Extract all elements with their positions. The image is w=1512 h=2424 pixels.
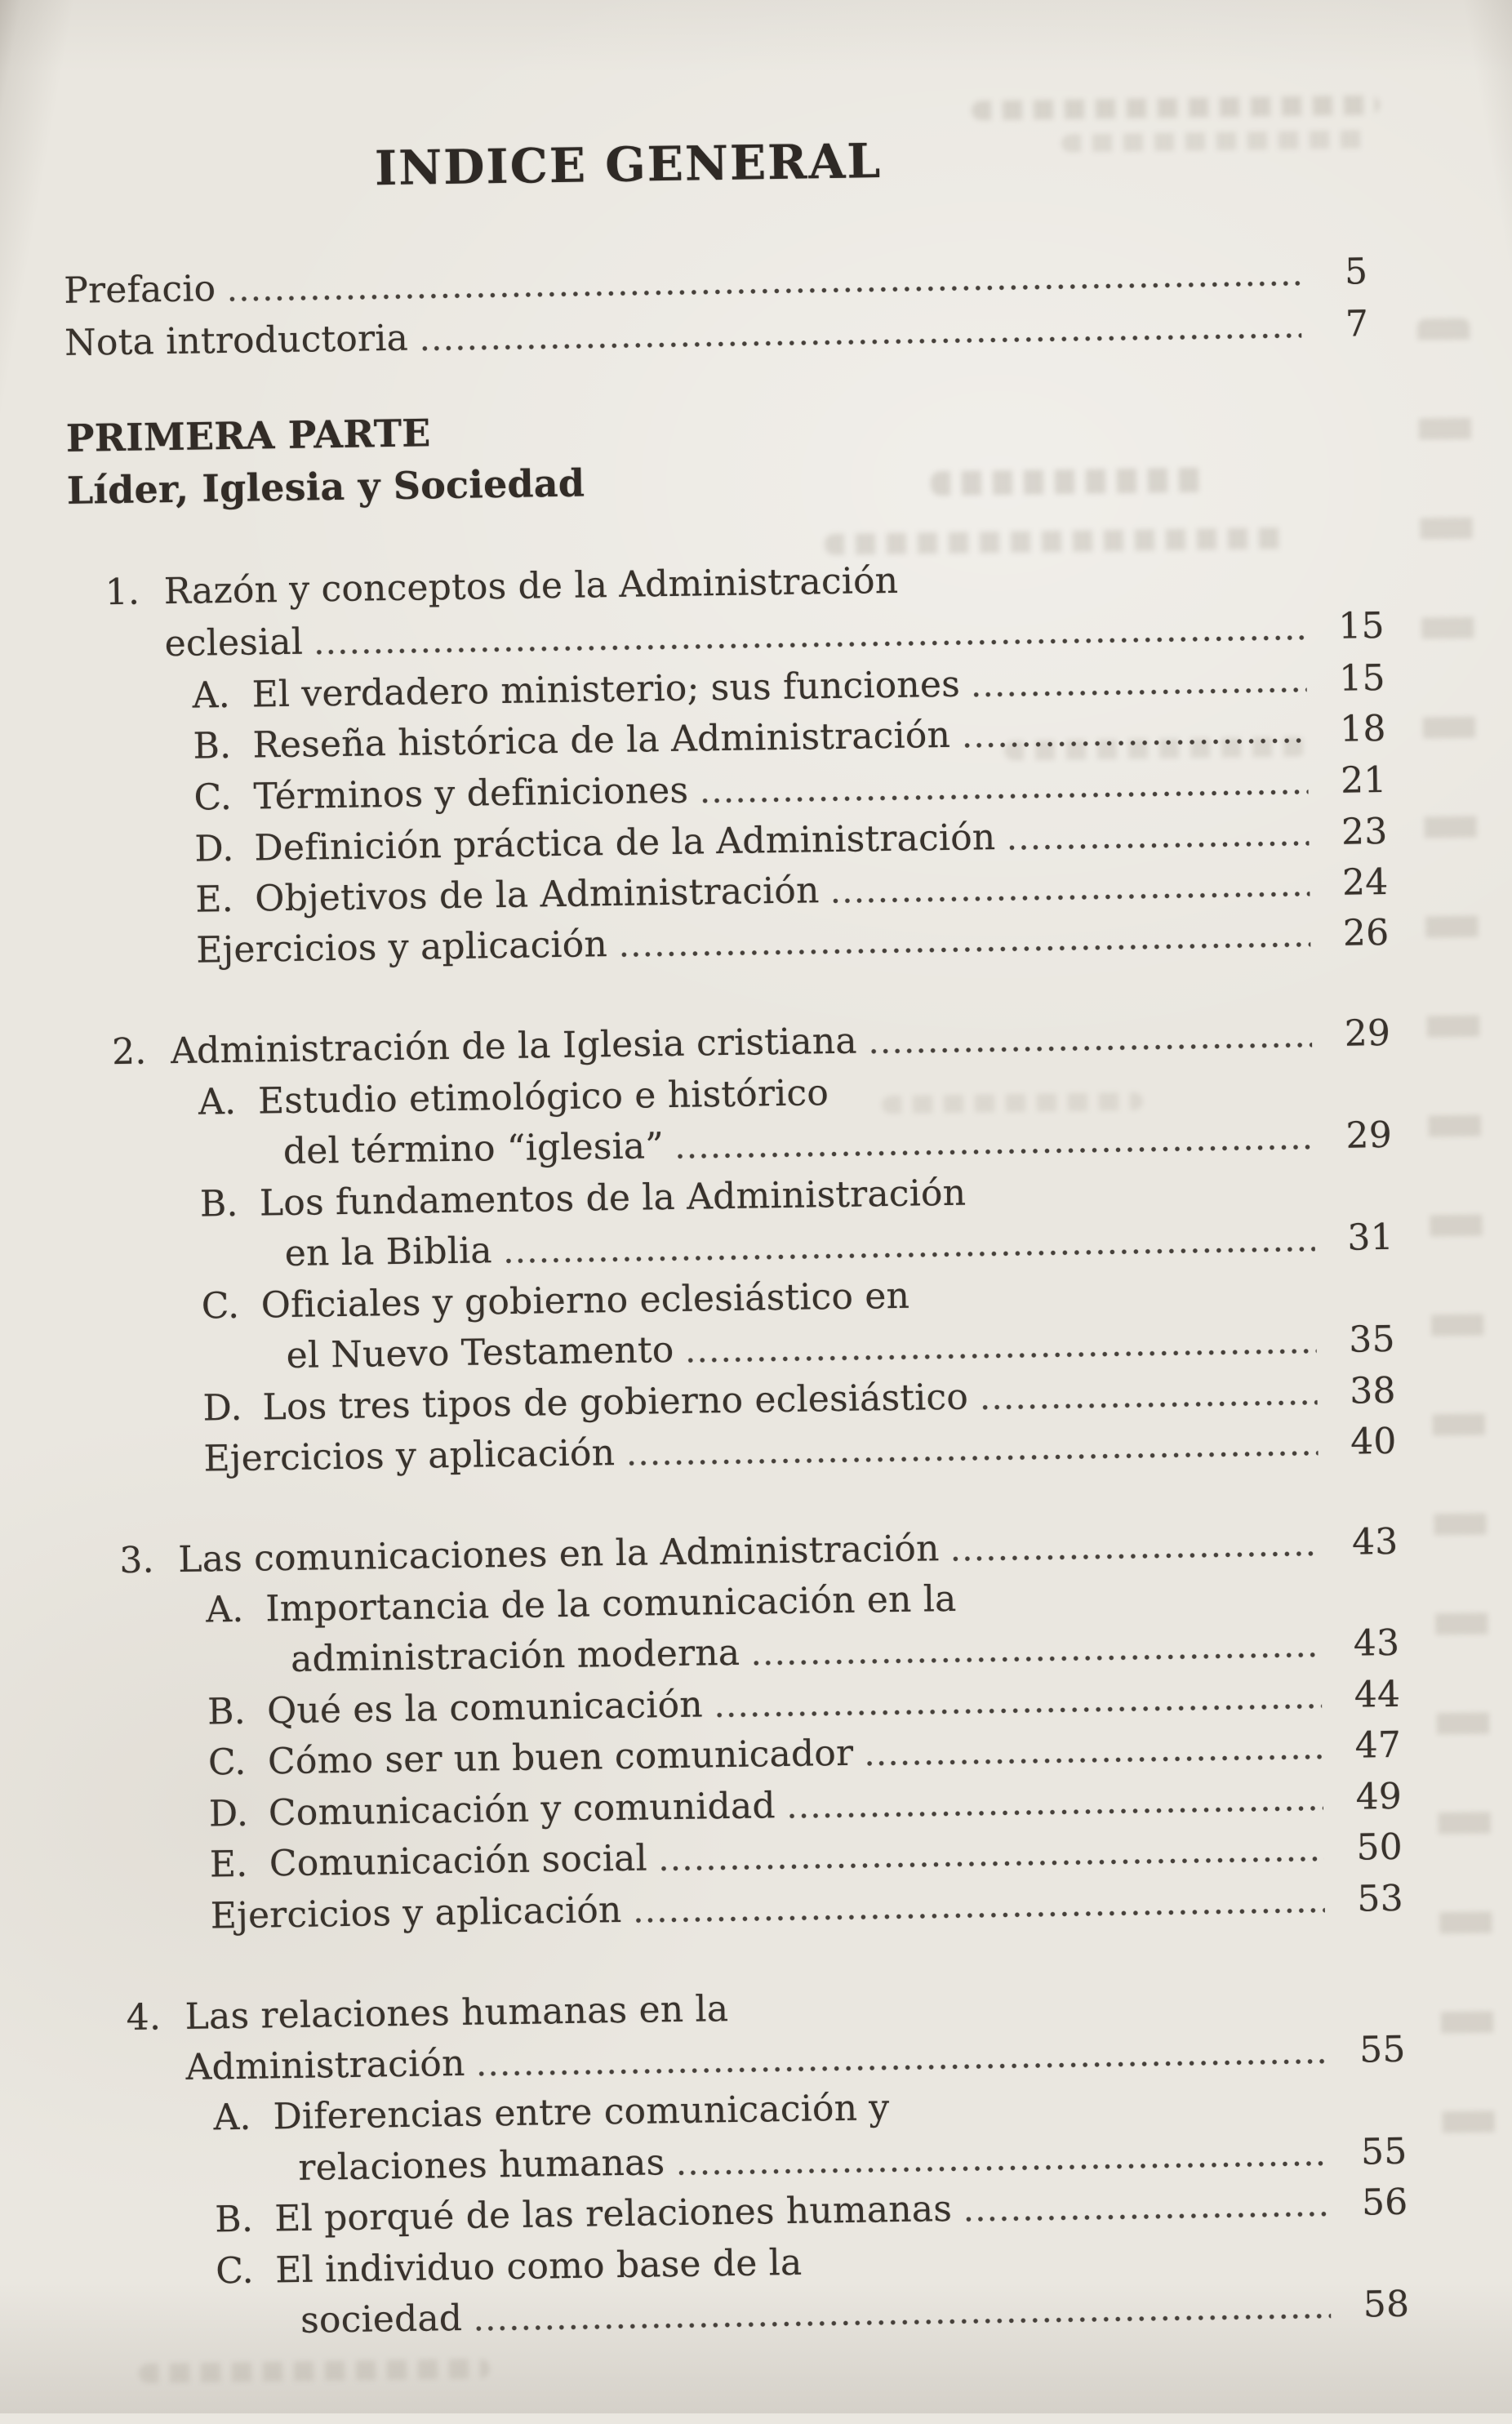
chapter-title-continuation: Administración 55	[185, 2028, 1417, 2090]
entry-page-number: 15	[1337, 604, 1385, 647]
section-letter: A.	[198, 1080, 237, 1123]
entry-page-number: 58	[1363, 2283, 1410, 2326]
section-letter: C.	[207, 1741, 247, 1784]
section-label: en la Biblia	[284, 1230, 493, 1275]
entry-page-number: 50	[1356, 1826, 1403, 1869]
entry-label: Ejercicios y aplicación	[210, 1888, 622, 1937]
entry-page-number: 24	[1341, 861, 1389, 904]
chapter-number: 3.	[118, 1539, 155, 1582]
section-entry	[209, 1826, 1414, 1888]
dot-leader	[973, 686, 1307, 698]
entry-page-number: 49	[1355, 1775, 1403, 1818]
dot-leader	[620, 941, 1310, 958]
exercises-entry	[196, 911, 1401, 973]
exercises-entry	[203, 1420, 1408, 1482]
section-letter: B.	[207, 1690, 247, 1733]
page-title: INDICE GENERAL	[374, 133, 883, 197]
section-entry-continuation	[298, 2130, 1419, 2190]
section-entry-continuation	[284, 1216, 1405, 1276]
section-letter: B.	[193, 724, 232, 767]
section-entry	[198, 1071, 829, 1124]
chapter-title: 1. Razón y conceptos de la Administración	[105, 559, 899, 614]
section-label: Cómo ser un buen comunicador	[267, 1732, 854, 1783]
section-label: Reseña histórica de la Administración	[252, 714, 951, 767]
dot-leader	[660, 1855, 1324, 1872]
entry-page-number: 35	[1348, 1318, 1396, 1361]
section-label: Términos y definiciones	[253, 769, 689, 818]
entry-page-number: 15	[1338, 656, 1386, 700]
section-entry-continuation	[283, 1114, 1404, 1174]
section-letter: C.	[215, 2249, 255, 2293]
section-entry	[213, 2086, 890, 2140]
chapter-title-continuation: eclesial 15	[164, 604, 1396, 666]
dot-leader	[866, 1753, 1323, 1767]
section-entry	[216, 2241, 803, 2294]
dot-leader	[687, 1347, 1317, 1363]
dot-leader	[1008, 839, 1309, 851]
section-label: Importancia de la comunicación en la	[265, 1577, 957, 1630]
part-heading: PRIMERA PARTE	[65, 411, 431, 460]
entry-label: Ejercicios y aplicación	[203, 1432, 616, 1480]
entry-page-number: 5	[1344, 251, 1368, 293]
section-letter: A.	[213, 2096, 252, 2139]
dot-leader	[981, 1399, 1318, 1411]
entry-page-number: 56	[1361, 2181, 1408, 2224]
dot-leader	[478, 2057, 1327, 2077]
dot-leader	[789, 1804, 1323, 1820]
entry-page-number: 53	[1357, 1877, 1404, 1920]
section-label: El porqué de las relaciones humanas	[273, 2188, 953, 2240]
entry-label: Ejercicios y aplicación	[195, 923, 608, 972]
section-entry-continuation	[291, 1621, 1412, 1682]
dot-leader	[753, 1651, 1321, 1666]
section-label: Qué es la comunicación	[266, 1683, 704, 1732]
section-label: Comunicación y comunidad	[268, 1785, 776, 1835]
dot-leader	[475, 2312, 1331, 2333]
section-letter: D.	[202, 1386, 243, 1430]
section-letter: E.	[194, 878, 234, 921]
dot-leader	[316, 634, 1306, 656]
section-letter: E.	[209, 1843, 248, 1886]
entry-page-number: 55	[1359, 2028, 1406, 2071]
section-label: del término “iglesia”	[282, 1125, 665, 1173]
dot-leader	[716, 1702, 1322, 1719]
entry-page-number: 55	[1360, 2130, 1407, 2173]
part-subheading: Líder, Iglesia y Sociedad	[66, 460, 585, 513]
entry-page-number: 29	[1344, 1012, 1391, 1055]
chapter-title: 4. Las relaciones humanas en la	[126, 1988, 729, 2039]
section-label: Estudio etimológico e histórico	[257, 1072, 829, 1123]
dot-leader	[701, 788, 1308, 804]
dot-leader	[678, 2159, 1328, 2177]
section-letter: B.	[214, 2198, 254, 2241]
section-entry	[199, 1172, 966, 1227]
dot-leader	[421, 331, 1301, 352]
section-label: Objetivos de la Administración	[254, 870, 820, 920]
dot-leader	[965, 2210, 1329, 2223]
section-label: administración moderna	[290, 1631, 740, 1680]
section-label: sociedad	[300, 2297, 463, 2342]
front-matter-entry	[64, 250, 1391, 314]
entry-page-number: 26	[1342, 911, 1390, 954]
section-label: Comunicación social	[269, 1837, 648, 1885]
entry-page-number: 44	[1354, 1673, 1401, 1716]
section-label: El individuo como base de la	[274, 2241, 803, 2292]
entry-page-number: 7	[1345, 303, 1369, 345]
entry-page-number: 43	[1353, 1621, 1400, 1665]
section-letter: D.	[194, 827, 234, 870]
dot-leader	[635, 1906, 1325, 1924]
chapter-number: 4.	[126, 1996, 162, 2039]
exercises-entry	[210, 1877, 1415, 1939]
section-label: relaciones humanas	[298, 2142, 665, 2189]
entry-page-number: 40	[1350, 1420, 1397, 1463]
entry-page-number: 23	[1341, 810, 1388, 853]
section-entry-continuation	[300, 2283, 1421, 2343]
section-label: Los fundamentos de la Administración	[259, 1172, 967, 1225]
entry-page-number: 31	[1347, 1216, 1394, 1259]
section-label: el Nuevo Testamento	[286, 1328, 674, 1377]
chapter-number: 2.	[111, 1030, 147, 1074]
section-letter: C.	[201, 1284, 240, 1328]
dot-leader	[963, 736, 1308, 749]
dot-leader	[870, 1041, 1312, 1055]
section-label: El verdadero ministerio; sus funciones	[251, 663, 961, 716]
section-entry	[201, 1274, 909, 1329]
section-letter: D.	[208, 1792, 249, 1835]
section-entry	[208, 1723, 1413, 1786]
section-label: Oficiales y gobierno eclesiástico en	[260, 1274, 910, 1327]
dot-leader	[628, 1449, 1318, 1467]
entry-label: Nota introductoria	[64, 317, 409, 364]
entry-label: Prefacio	[63, 268, 216, 312]
section-letter: C.	[193, 776, 233, 819]
dot-leader	[505, 1245, 1315, 1265]
chapter-title: 2. Administración de la Iglesia cristiana 29	[112, 1012, 1403, 1074]
chapter-title: 3. Las comunicaciones en la Administración 43	[119, 1520, 1410, 1583]
section-entry	[193, 707, 1398, 769]
section-label: Diferencias entre comunicación y	[273, 2087, 890, 2138]
section-entry	[215, 2181, 1420, 2243]
dot-leader	[677, 1143, 1314, 1160]
section-entry	[206, 1577, 957, 1633]
dot-leader	[953, 1550, 1320, 1563]
section-entry-continuation	[286, 1318, 1407, 1378]
chapter-number: 1.	[105, 571, 140, 614]
entry-page-number: 47	[1354, 1723, 1402, 1767]
section-label: Definición práctica de la Administración	[254, 816, 996, 870]
entry-page-number: 21	[1340, 758, 1387, 802]
entry-page-number: 29	[1345, 1114, 1393, 1157]
section-letter: A.	[192, 674, 231, 717]
dot-leader	[833, 890, 1310, 905]
entry-page-number: 43	[1351, 1520, 1399, 1563]
section-entry	[193, 758, 1399, 821]
section-label: Los tres tipos de gobierno eclesiástico	[262, 1376, 969, 1429]
section-letter: A.	[205, 1588, 244, 1631]
entry-page-number: 38	[1349, 1369, 1396, 1412]
entry-page-number: 18	[1339, 707, 1386, 750]
dot-leader	[229, 279, 1301, 302]
front-matter-entry	[64, 302, 1392, 366]
section-letter: B.	[199, 1182, 238, 1225]
